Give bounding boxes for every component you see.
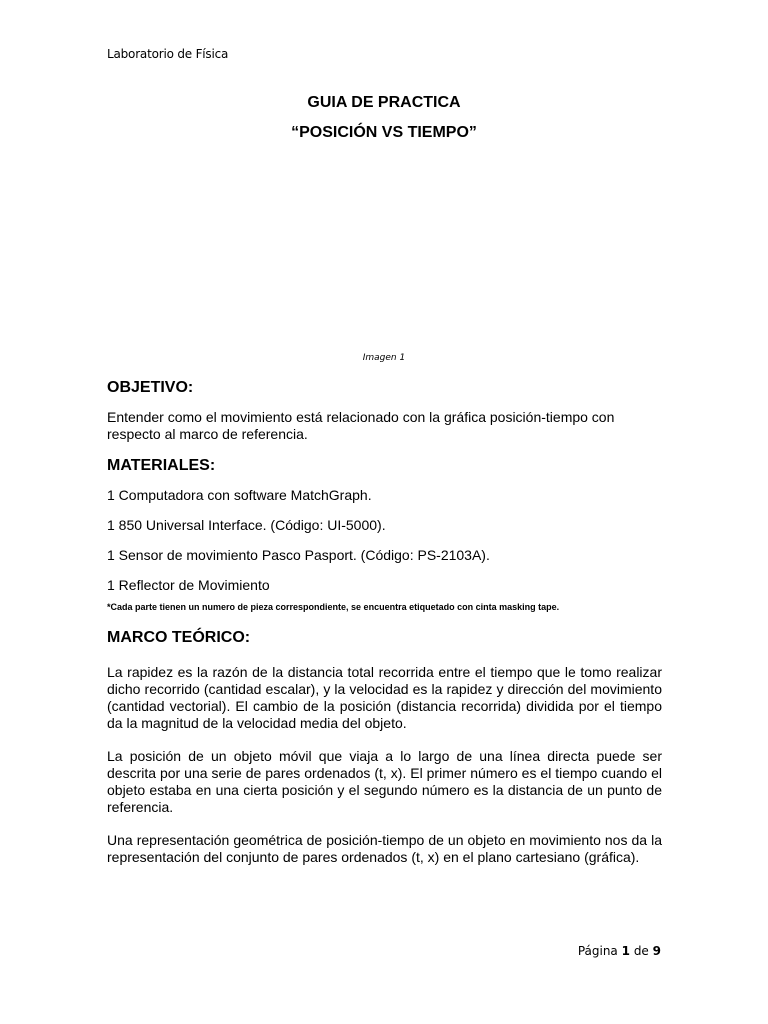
figure-placeholder	[107, 160, 661, 350]
materials-item: 1 Computadora con software MatchGraph.	[107, 487, 372, 503]
document-title: GUIA DE PRACTICA	[307, 94, 461, 111]
page-number-current: 1	[621, 944, 630, 958]
materials-item: 1 Sensor de movimiento Pasco Pasport. (Código: PS-2103A).	[107, 547, 490, 563]
materials-item: 1 Reflector de Movimiento	[107, 577, 270, 593]
page-number-separator: de	[633, 944, 649, 958]
figure-caption: Imagen 1	[362, 353, 406, 363]
page-number-total: 9	[652, 944, 661, 958]
document-body	[107, 377, 662, 866]
page-header: Laboratorio de Física	[107, 47, 229, 61]
materials-item: 1 850 Universal Interface. (Código: UI-5000).	[107, 517, 386, 533]
marco-paragraph: Una representación geométrica de posición-tiempo de un objeto en movimiento nos da la representación del conjunto de pares ordenados (t, x) en el plano cartesiano (gráfica).	[107, 832, 662, 865]
section-heading-objetivo: OBJETIVO:	[107, 379, 194, 396]
section-heading-marco-teorico: MARCO TEÓRICO:	[107, 629, 251, 646]
marco-paragraph: La posición de un objeto móvil que viaja a lo largo de una línea directa puede ser descrita por una serie de pares ordenados (t, x). El primer número es el tiempo cuando el objeto estaba en una cierta posición y el segundo número es la distancia de un punto de referencia.	[107, 748, 662, 815]
section-heading-materiales: MATERIALES:	[107, 457, 216, 474]
page-number	[578, 944, 661, 958]
marco-paragraph: La rapidez es la razón de la distancia total recorrida entre el tiempo que le tomo realizar dicho recorrido (cantidad escalar), y la velocidad es la rapidez y dirección del movimiento (cantidad vectorial). El cambio de la posición (distancia recorrida) dividida por el tiempo da la magnitud de la velocidad media del objeto.	[107, 664, 662, 731]
materials-note: *Cada parte tienen un numero de pieza correspondiente, se encuentra etiquetado con cinta masking tape.	[107, 602, 560, 612]
page-number-prefix: Página	[577, 944, 618, 958]
document-subtitle: “POSICIÓN VS TIEMPO”	[291, 124, 477, 141]
objetivo-text: Entender como el movimiento está relacionado con la gráfica posición-tiempo con respecto al marco de referencia.	[107, 409, 615, 442]
